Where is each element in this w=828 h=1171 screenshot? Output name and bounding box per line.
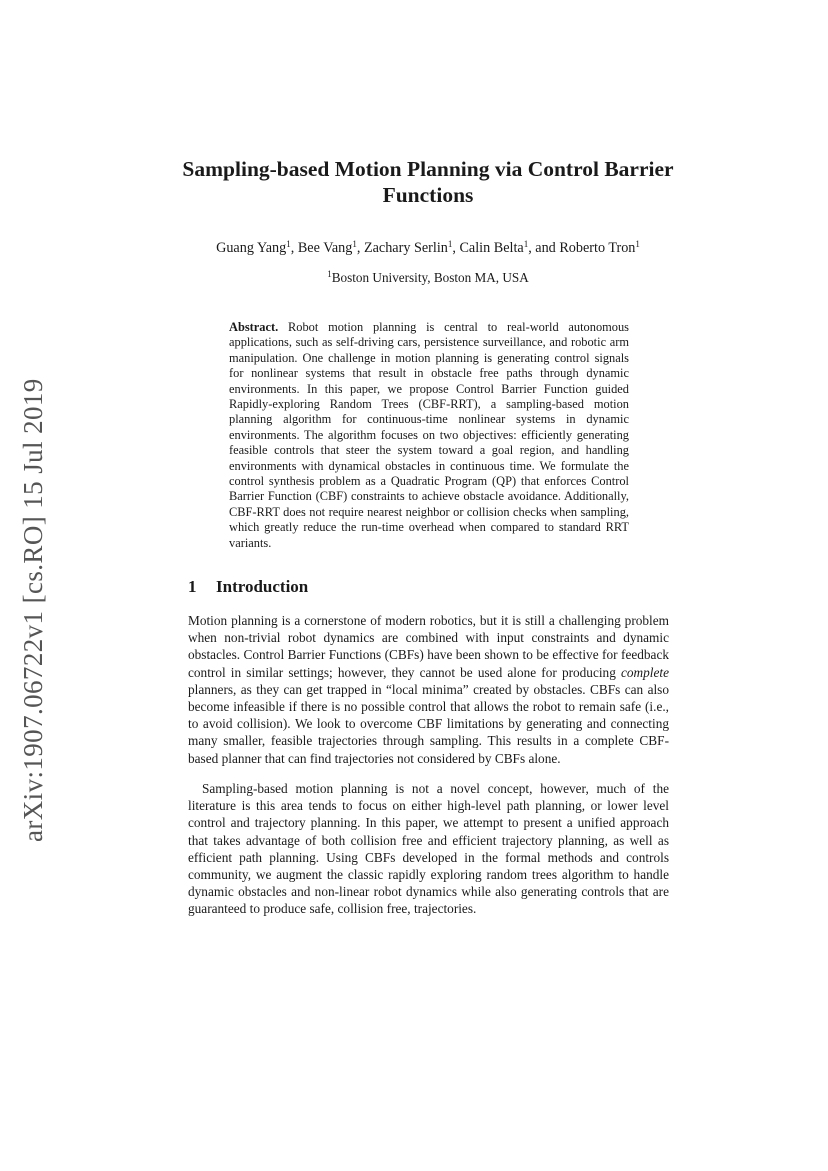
section-number: 1 xyxy=(188,577,197,596)
emphasis: complete xyxy=(621,664,669,680)
body-paragraph: Motion planning is a cornerstone of modern robotics, but it is still a challenging problem when non-trivial robot dynamics are combined with input constraints and dynamic obstacles. Control Barrier Functions (CBFs) have been shown to be effective for feedback control in similar settings; however, they cannot be used alone for producing complete planners, as they can get trapped in “local minima” created by obstacles. CBFs can also become infeasible if there is no possible control that allows the robot to remain safe (i.e., to avoid collision). We look to overcome CBF limitations by generating and connecting many smaller, feasible trajectories through sampling. This results in a complete CBF-based planner that can find trajectories not considered by CBFs alone. xyxy=(188,613,669,766)
abstract-label: Abstract. xyxy=(229,320,279,334)
author: Guang Yang$^1$, xyxy=(216,239,298,256)
arxiv-identifier-stamp: arXiv:1907.06722v1 [cs.RO] 15 Jul 2019 xyxy=(18,378,48,842)
author: Zachary Serlin$^1$, xyxy=(363,239,460,256)
section-title: Introduction xyxy=(216,577,309,596)
abstract-text: Robot motion planning is central to real-world autonomous applications, such as self-driving cars, persistence surveillance, and robotic arm manipulation. One challenge in motion planning is generating control signals for nonlinear systems that result in obstacle free paths through dynamic environments. In this paper, we propose Control Barrier Function guided Rapidly-exploring Random Trees (CBF-RRT), a sampling-based motion planning algorithm for continuous-time nonlinear systems in dynamic environments. The algorithm focuses on two objectives: efficiently generating feasible controls that steer the system toward a goal region, and handling environments with dynamical obstacles in continuous time. We formulate the control synthesis problem as a Quadratic Program (QP) that enforces Control Barrier Function (CBF) constraints to achieve obstacle avoidance. Additionally, CBF-RRT does not require nearest neighbor or collision checks when sampling, which greatly reduce the run-time overhead when compared to standard RRT variants. xyxy=(229,320,629,550)
author-list xyxy=(150,235,706,257)
abstract xyxy=(229,320,629,551)
affiliation: $^1$Boston University, Boston MA, USA xyxy=(327,269,529,285)
section-heading xyxy=(188,577,308,597)
author: Bee Vang$^1$, xyxy=(297,239,364,256)
author: Roberto Tron$^1$ xyxy=(559,239,640,256)
author: Calin Belta$^1$, and xyxy=(459,239,560,256)
body-paragraph: Sampling-based motion planning is not a novel concept, however, much of the literature is this area tends to focus on either high-level path planning, or lower level control and trajectory planning. In this paper, we attempt to present a unified approach that takes advantage of both collision free and efficient trajectory planning, as well as efficient path planning. Using CBFs developed in the formal methods and controls community, we augment the classic rapidly exploring random trees algorithm to handle dynamic obstacles and non-linear robot dynamics while also generating controls that are guaranteed to produce safe, collision free, trajectories. xyxy=(188,781,669,917)
paper-title: Sampling-based Motion Planning via Control Barrier Functions xyxy=(182,157,674,207)
